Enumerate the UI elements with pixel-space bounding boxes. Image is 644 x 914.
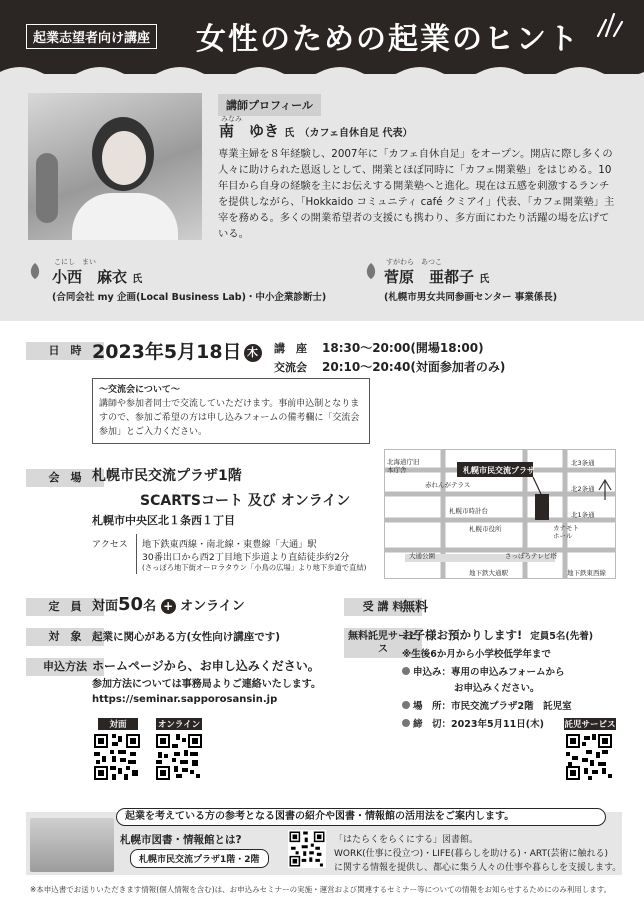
exchange-time: 20:10～20:40(対面参加者のみ) [322, 360, 506, 374]
lecturer-honorific: 氏 [284, 128, 295, 139]
qr-code-in-person[interactable] [92, 732, 142, 782]
event-date-text: 2023年5月18日 [92, 341, 242, 363]
leaf-icon [28, 262, 42, 280]
guest1-name [52, 266, 142, 287]
sparkle-icon [592, 6, 626, 42]
map-label: 北1条通 [571, 511, 595, 519]
lecture-label: 講 座 [274, 342, 307, 355]
access-line2: 30番出口から西2丁目地下歩道より直結徒歩約2分 [142, 552, 350, 563]
childcare-label: 無料託児サービス [344, 628, 422, 658]
footer-note: ※本申込書でお送りいただきます情報(個人情報を含む)は、お申込みセミナーの実施・運営および関連するセミナー等についての情報をお知らせするためにのみ利用します。 [30, 885, 612, 894]
library-desc1: 「はたらくをらくにする」図書館。 [334, 835, 479, 845]
guest1-honorific: 氏 [132, 274, 143, 285]
map-label: 地下鉄大通駅 [469, 569, 508, 577]
lecturer-bio: 専業主婦を８年経験し、2007年に「カフェ自休自足」をオープン。開店に際し多くの人々に助けられた恩返しとして、開業とほぼ同時に「カフェ開業塾」をはじめる。10年目から自身の経験を主にお伝えする開業塾へと進化。現在は五感を刺激するランチを提供しながら、「Hokkaido コミュニティ café クミアイ」代表、「カフェ開業塾」主宰を務める。多くの開業希望者の支援にも携わり、多方面にわたり活躍の場を広げている。 [218, 148, 615, 240]
map-label: 北3条通 [571, 459, 595, 467]
qr-code-library[interactable] [288, 830, 326, 868]
childcare-headline-text: お子様お預かりします! [402, 628, 523, 642]
map-label: 札幌市時計台 [449, 507, 488, 515]
plus-icon: + [161, 599, 176, 614]
capacity-number: 50 [118, 594, 144, 615]
library-banner: 起業を考えている方の参考となる図書の紹介や図書・情報館の活用法をご案内します。 [116, 808, 606, 826]
lecture-time: 18:30～20:00(開場18:00) [322, 341, 484, 355]
exchange-note-body: 講師や参加者同士で交流していただけます。事前申込制となりますので、参加ご希望の方は申し込みフォームの備考欄に「交流会参加」とご入力ください。 [99, 399, 360, 437]
childcare-deadline [402, 716, 544, 730]
library-location: 札幌市民交流プラザ1階・2階 [130, 849, 269, 868]
apply-label: 申込方法 [26, 658, 104, 676]
childcare-place-text: 場 所：市民交流プラザ2階 託児室 [413, 701, 572, 712]
category-label: 起業志望者向け講座 [26, 24, 157, 49]
library-desc2: WORK(仕事に役立つ)・LIFE(暮らしを助ける)・ART(芸術に触れる) [334, 849, 608, 859]
schedule-label: 日 時 [26, 342, 104, 360]
map-label: 大通公園 [409, 552, 435, 560]
library-question: 札幌市図書・情報館とは? [120, 834, 242, 846]
childcare-apply2: お申込みください。 [454, 683, 540, 694]
map-label: さっぽろテレビ塔 [505, 552, 557, 560]
library-desc3: に関する情報を提供し、都心に集う人々の仕事や暮らしを支援します。 [334, 863, 622, 873]
childcare-capacity: 定員5名(先着) [530, 631, 594, 642]
guest2-name [384, 266, 489, 287]
lecturer-name [219, 120, 412, 141]
access-line1: 地下鉄東西線・南北線・東豊線「大通」駅 [142, 539, 317, 550]
apply-line2: 参加方法については事務局よりご連絡いたします。 [92, 679, 321, 690]
childcare-headline [402, 627, 593, 643]
access-map [384, 449, 616, 579]
qr-label-in-person: 対面 [98, 718, 138, 730]
qr-code-online[interactable] [154, 732, 204, 782]
exchange-note-title: ～交流会について～ [99, 385, 180, 395]
qr-label-online: オンライン [157, 720, 201, 730]
qr-code-childcare[interactable] [564, 732, 614, 782]
guest1-ruby: こにし まい [54, 258, 96, 266]
map-label: カナモトホール [553, 524, 579, 540]
childcare-place [402, 698, 572, 712]
map-label: 北海道庁旧本庁舎 [387, 458, 420, 474]
event-date [92, 337, 262, 364]
childcare-apply-text: 申込み：専用の申込みフォームから [413, 667, 565, 678]
venue-label: 会 場 [26, 469, 104, 487]
guest1-name-text: 小西 麻衣 [52, 268, 128, 286]
childcare-age: ※生後6か月から小学校低学年まで [402, 649, 551, 660]
childcare-apply [402, 664, 565, 678]
capacity-label: 定 員 [26, 598, 104, 616]
guest1-org: (合同会社 my 企画(Local Business Lab)・中小企業診断士) [52, 292, 327, 303]
lecturer-affiliation: （カフェ自休自足 代表） [299, 128, 413, 139]
guest2-org: (札幌市男女共同参画センター 事業係長) [384, 292, 558, 303]
map-label: 札幌市役所 [469, 525, 502, 533]
guest2-honorific: 氏 [479, 274, 490, 285]
guest2-ruby: すがわら あつこ [386, 258, 442, 266]
weekday-badge: 木 [244, 344, 262, 362]
capacity-unit: 名 [143, 599, 157, 614]
capacity-in-person: 対面 [92, 599, 119, 614]
profile-tag: 講師プロフィール [218, 94, 321, 116]
venue-room: SCARTSコート 及び オンライン [140, 493, 351, 509]
lecturer-photo [28, 93, 202, 240]
target-text: 起業に関心がある方(女性向け講座です) [92, 631, 281, 643]
map-highlight: 札幌市民交流プラザ [463, 466, 535, 475]
map-label: 北2条通 [571, 485, 595, 493]
exchange-note [92, 378, 370, 444]
library-photo [30, 818, 114, 872]
name-ruby: みなみ [221, 115, 242, 123]
fee-value: 無料 [402, 600, 429, 615]
capacity-online: オンライン [180, 599, 245, 614]
venue-name: 札幌市民交流プラザ1階 [92, 468, 242, 484]
leaf-icon [364, 262, 378, 280]
childcare-deadline-text: 締 切：2023年5月11日(木) [413, 719, 544, 730]
apply-url[interactable]: https://seminar.sapporosansin.jp [92, 694, 278, 705]
apply-line1: ホームページから、お申し込みください。 [92, 659, 320, 673]
target-label: 対 象 [26, 628, 104, 646]
guest2-name-text: 菅原 亜都子 [384, 268, 475, 286]
map-label: 地下鉄東西線 [567, 569, 606, 577]
access-label: アクセス [92, 540, 128, 550]
lecturer-name-text: 南 ゆき [219, 122, 280, 140]
fee-label: 受 講 料 [344, 598, 422, 616]
capacity-value [92, 594, 245, 615]
map-label: 赤れんがテラス [425, 481, 471, 489]
venue-address: 札幌市中央区北１条西１丁目 [92, 514, 235, 527]
banner-wave [0, 62, 644, 74]
access-divider [136, 534, 137, 574]
access-line3: (さっぽろ地下街オーロラタウン「小鳥の広場」より地下歩道で直結) [142, 563, 367, 572]
page-title: 女性のための起業のヒント [196, 22, 580, 57]
qr-label-childcare: 託児サービス [564, 720, 616, 730]
exchange-label: 交流会 [274, 361, 307, 374]
